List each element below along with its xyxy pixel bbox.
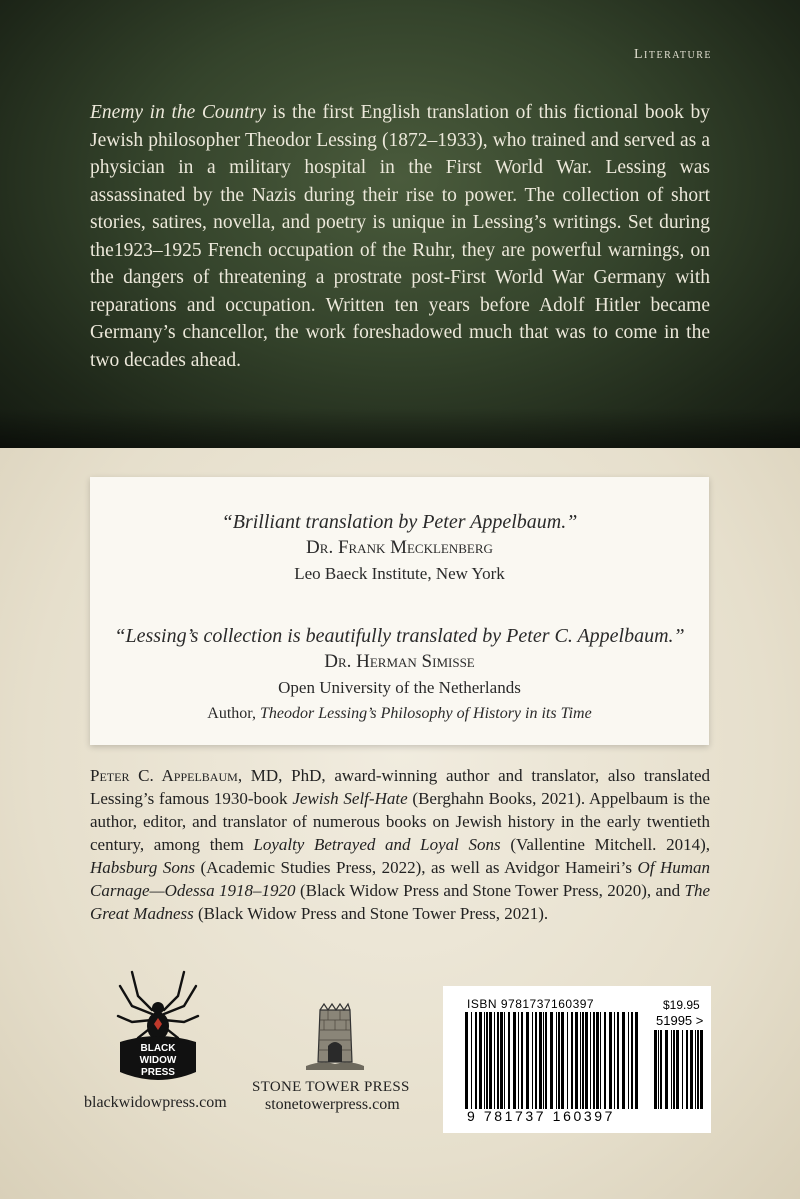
endorsement-box [90, 477, 709, 745]
bio-work-title: Of Human Carnage—Odessa 1918–1920 [90, 858, 710, 900]
top-green-panel [0, 0, 800, 448]
bio-text: (Vallentine Mitchell. 2014), [500, 835, 710, 854]
black-widow-url[interactable]: blackwidowpress.com [84, 1094, 227, 1111]
endorser-credit [90, 701, 709, 727]
stone-tower-url[interactable]: stonetowerpress.com [265, 1096, 400, 1113]
category-label: Literature [634, 47, 712, 62]
bio-text: , MD, PhD, award-winning author and translator, also translated Lessing’s famous 1930-book [90, 766, 710, 808]
logo-word-1: BLACK [140, 1043, 176, 1054]
bio-text: (Black Widow Press and Stone Tower Press, 2021). [193, 904, 549, 923]
barcode-bars [464, 1012, 640, 1109]
endorsement-2 [90, 623, 709, 727]
endorsement-quote: “Lessing’s collection is beautifully translated by Peter C. Appelbaum.” [114, 625, 685, 647]
black-widow-press-logo [108, 960, 208, 1088]
blurb-paragraph [90, 99, 710, 374]
bio-author-name: Peter C. Appelbaum [90, 766, 238, 785]
logo-word-3: PRESS [141, 1067, 175, 1078]
price-code: 51995 > [656, 1013, 704, 1028]
isbn-barcode [443, 986, 711, 1133]
bio-work-title: Jewish Self-Hate [292, 789, 408, 808]
blurb-book-title: Enemy in the Country [90, 102, 266, 123]
blurb-text: is the first English translation of this fictional book by Jewish philosopher Theodor Lessing (1872–1933), who trained and served as a physician in a military hospital in the First World War. Lessing was assassinated by the Nazis during their rise to power. The collection of short stories, satires, novella, and poetry is unique in Lessing’s writings. Set during the1923–1925 French occupation of the Ruhr, they are powerful warnings, on the dangers of threatening a prostrate post-First World War Germany with reparations and occupation. Written ten years before Adolf Hitler became Germany’s chancellor, the work foreshadowed much that was to come in the two decades ahead. [90, 102, 710, 371]
endorsement-quote: “Brilliant translation by Peter Appelbaum.” [221, 511, 578, 533]
bio-text: (Black Widow Press and Stone Tower Press, 2020), and [295, 881, 685, 900]
endorser-affiliation: Leo Baeck Institute, New York [294, 564, 505, 583]
endorser-affiliation: Open University of the Netherlands [278, 678, 521, 697]
bio-text: (Berghahn Books, 2021). Appelbaum is the author, editor, and translator of numerous books on Jewish history in the early twentieth century, among them [90, 789, 710, 854]
barcode-digits: 9 781737 160397 [467, 1108, 615, 1124]
stone-tower-press-name: STONE TOWER PRESS [252, 1079, 410, 1095]
logo-word-2: WIDOW [139, 1055, 177, 1066]
endorser-credit-work: Theodor Lessing’s Philosophy of History in its Time [259, 705, 592, 722]
bio-work-title: Habsburg Sons [90, 858, 195, 877]
isbn-label: ISBN 9781737160397 [467, 997, 595, 1011]
bio-text: (Academic Studies Press, 2022), as well as Avidgor Hameiri’s [194, 858, 638, 877]
endorsement-1 [90, 509, 709, 587]
bio-work-title: The Great Madness [90, 881, 710, 923]
endorser-name: Dr. Frank Mecklenberg [306, 537, 493, 558]
endorser-credit-prefix: Author, [207, 705, 260, 722]
endorser-name: Dr. Herman Simisse [324, 651, 475, 672]
author-bio [90, 764, 710, 925]
stone-tower-icon [302, 1000, 368, 1072]
barcode-addon-bars [653, 1030, 703, 1109]
price-label: $19.95 [663, 998, 700, 1012]
bio-work-title: Loyalty Betrayed and Loyal Sons [253, 835, 501, 854]
